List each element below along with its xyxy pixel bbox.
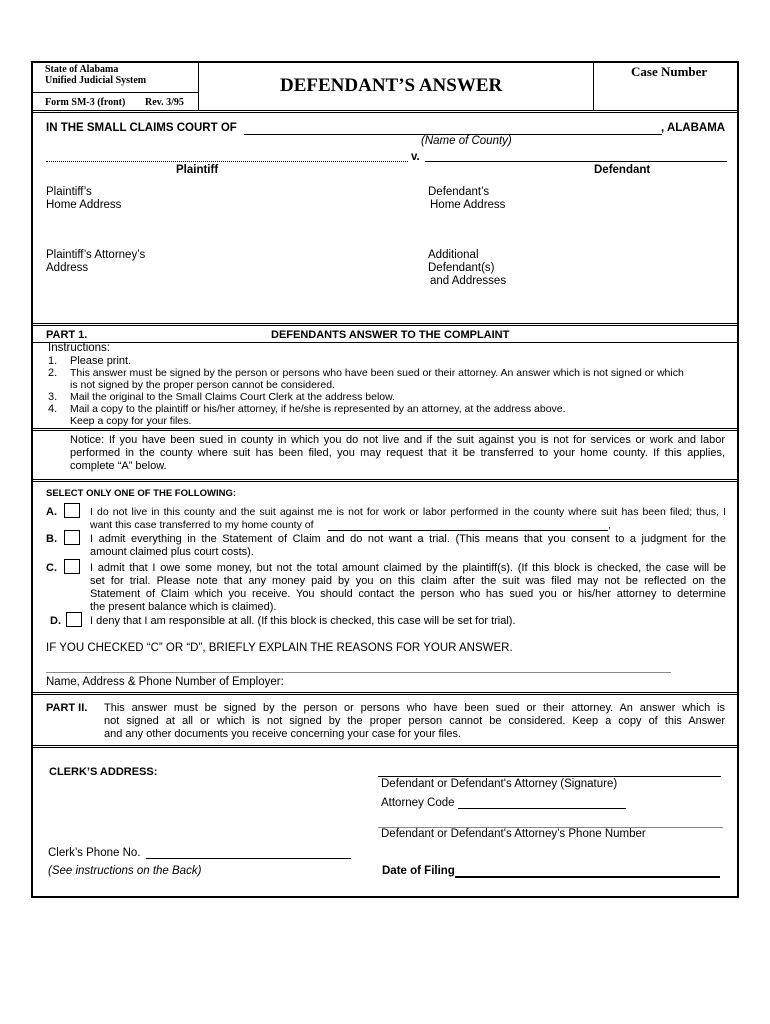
instruction-num: 1. xyxy=(48,355,58,367)
instructions-label: Instructions: xyxy=(48,342,110,354)
option-c-line-1: I admit that I owe some money, but not the total amount claimed by the plaintiff(s). (If this block is checked, the case will be xyxy=(90,562,726,574)
plaintiff-home-label-1: Plaintiff’s xyxy=(46,186,92,198)
signature-field[interactable] xyxy=(378,776,721,777)
option-b-line-2: amount claimed plus court costs). xyxy=(90,546,254,558)
instruction-4-line1: Mail a copy to the plaintiff or his/her attorney, if he/she is represented by an attorney, at the address above. xyxy=(70,403,566,415)
part2-top-rule xyxy=(33,692,737,695)
part2-line-1: This answer must be signed by the person or persons who have been sued or their attorney. An answer which is xyxy=(104,702,725,714)
clerk-phone-label: Clerk’s Phone No. xyxy=(48,847,141,859)
option-d-letter: D. xyxy=(50,615,61,627)
attorney-phone-label: Defendant or Defendant's Attorney’s Phone Number xyxy=(381,828,646,840)
header-state: State of Alabama xyxy=(45,64,119,75)
county-caption: (Name of County) xyxy=(421,135,512,147)
option-c-letter: C. xyxy=(46,562,57,574)
part1-title: DEFENDANTS ANSWER TO THE COMPLAINT xyxy=(271,329,510,341)
defendant-home-address-field[interactable] xyxy=(515,184,730,234)
notice-line-1: Notice: If you have been sued in county in which you do not live and if the suit against you is not for services or work and labor xyxy=(70,434,725,446)
additional-defendants-field[interactable] xyxy=(515,247,730,307)
form-title: DEFENDANT’S ANSWER xyxy=(280,75,503,96)
instruction-num: 2. xyxy=(48,367,58,379)
option-a-letter: A. xyxy=(46,506,57,518)
option-b-letter: B. xyxy=(46,533,57,545)
additional-defendants-label-3: and Addresses xyxy=(430,275,507,287)
instruction-4-line2: Keep a copy for your files. xyxy=(70,415,192,427)
clerk-top-rule xyxy=(33,745,737,748)
plaintiff-label: Plaintiff xyxy=(176,164,219,176)
part2-line-3: and any other documents you receive concerning your case for your files. xyxy=(104,728,462,740)
instruction-num: 4. xyxy=(48,403,58,415)
part2-label: PART II. xyxy=(46,702,88,714)
instruction-3: Mail the original to the Small Claims Court Clerk at the address below. xyxy=(70,391,396,403)
plaintiff-name-field[interactable] xyxy=(46,161,408,162)
header-form-rule xyxy=(33,92,198,93)
clerk-phone-field[interactable] xyxy=(146,858,351,859)
option-c-line-2: set for trial. Please note that any money paid by you on this claim after the suit was filed may not be reflected on the xyxy=(90,575,726,587)
plaintiff-home-label-2: Home Address xyxy=(46,199,122,211)
instruction-num: 3. xyxy=(48,391,58,403)
option-b-checkbox[interactable] xyxy=(64,530,80,545)
defendant-name-field[interactable] xyxy=(425,161,727,162)
select-heading: SELECT ONLY ONE OF THE FOLLOWING: xyxy=(46,488,237,499)
header-divider-right xyxy=(593,62,594,111)
court-prefix: IN THE SMALL CLAIMS COURT OF xyxy=(46,122,237,134)
see-back-note: (See instructions on the Back) xyxy=(48,865,202,877)
case-number-label: Case Number xyxy=(631,64,708,79)
employer-field[interactable] xyxy=(290,674,730,690)
notice-line-3: complete “A” below. xyxy=(70,460,167,472)
option-d-line-1: I deny that I am responsible at all. (If this block is checked, this case will be set for trial). xyxy=(90,615,516,627)
additional-defendants-label-1: Additional xyxy=(428,249,479,261)
case-number-field[interactable] xyxy=(600,80,732,106)
instruction-2-line1: This answer must be signed by the person or persons who have been sued or their attorney. An answer which is not signed or which xyxy=(70,367,684,379)
instruction-1: Please print. xyxy=(70,355,132,367)
versus-label: v. xyxy=(411,151,420,163)
header-bottom-rule xyxy=(33,110,737,113)
defendant-label: Defendant xyxy=(594,164,651,176)
date-of-filing-field[interactable] xyxy=(455,876,720,878)
option-a-line-2-end: , xyxy=(608,519,611,531)
option-c-line-3: Statement of Claim which you receive. You should contact the person who has sued you or his/her attorney to determine xyxy=(90,588,726,600)
option-a-line-2: want this case transferred to my home county of xyxy=(90,519,314,531)
instruction-2-line2: is not signed by the proper person cannot be considered. xyxy=(70,379,336,391)
option-d-checkbox[interactable] xyxy=(66,612,82,627)
part2-line-2: not signed at all or which is not signed by the proper person cannot be considered. Keep a copy of this Answer xyxy=(104,715,725,727)
part1-label: PART 1. xyxy=(46,329,88,341)
clerk-address-field[interactable] xyxy=(49,780,359,840)
home-county-field[interactable] xyxy=(328,530,608,531)
explain-instruction: IF YOU CHECKED “C” OR “D”, BRIEFLY EXPLAIN THE REASONS FOR YOUR ANSWER. xyxy=(46,642,513,654)
header-divider-left xyxy=(198,62,199,111)
plaintiff-attorney-address-field[interactable] xyxy=(160,247,410,307)
notice-line-2: performed in the county where suit has been filed, you may request that it be transferred to your home county. If this applies, xyxy=(70,447,725,459)
option-b-line-1: I admit everything in the Statement of Claim and do not want a trial. (This means that you consent to a judgment for the xyxy=(90,533,726,545)
date-of-filing-label: Date of Filing xyxy=(382,865,455,877)
header-rev: Rev. 3/95 xyxy=(145,97,184,108)
option-c-checkbox[interactable] xyxy=(64,559,80,574)
court-suffix: , ALABAMA xyxy=(661,122,726,134)
plaintiff-home-address-field[interactable] xyxy=(130,184,410,234)
attorney-code-label: Attorney Code xyxy=(381,797,455,809)
explain-field[interactable] xyxy=(46,672,671,673)
attorney-code-field[interactable] xyxy=(458,808,626,809)
plaintiff-attorney-label-2: Address xyxy=(46,262,89,274)
header-form-id: Form SM-3 (front) xyxy=(45,97,126,108)
employer-label: Name, Address & Phone Number of Employer: xyxy=(46,676,284,688)
select-top-rule xyxy=(33,479,737,482)
signature-label: Defendant or Defendant's Attorney (Signature) xyxy=(381,778,618,790)
option-a-checkbox[interactable] xyxy=(64,503,80,518)
additional-defendants-label-2: Defendant(s) xyxy=(428,262,495,274)
clerk-address-label: CLERK’S ADDRESS: xyxy=(49,766,158,778)
part1-top-rule xyxy=(33,323,737,326)
header-system: Unified Judicial System xyxy=(45,75,147,86)
option-c-line-4: the present balance which is claimed). xyxy=(90,601,277,613)
notice-top-rule xyxy=(33,428,737,431)
plaintiff-attorney-label-1: Plaintiff’s Attorney’s xyxy=(46,249,146,261)
defendant-home-label-2: Home Address xyxy=(430,199,506,211)
defendant-home-label-1: Defendant’s xyxy=(428,186,490,198)
option-a-line-1: I do not live in this county and the suit against me is not for work or labor performed in the county where suit has been filed; thus, I xyxy=(90,506,726,518)
part1-title-rule xyxy=(33,342,737,343)
